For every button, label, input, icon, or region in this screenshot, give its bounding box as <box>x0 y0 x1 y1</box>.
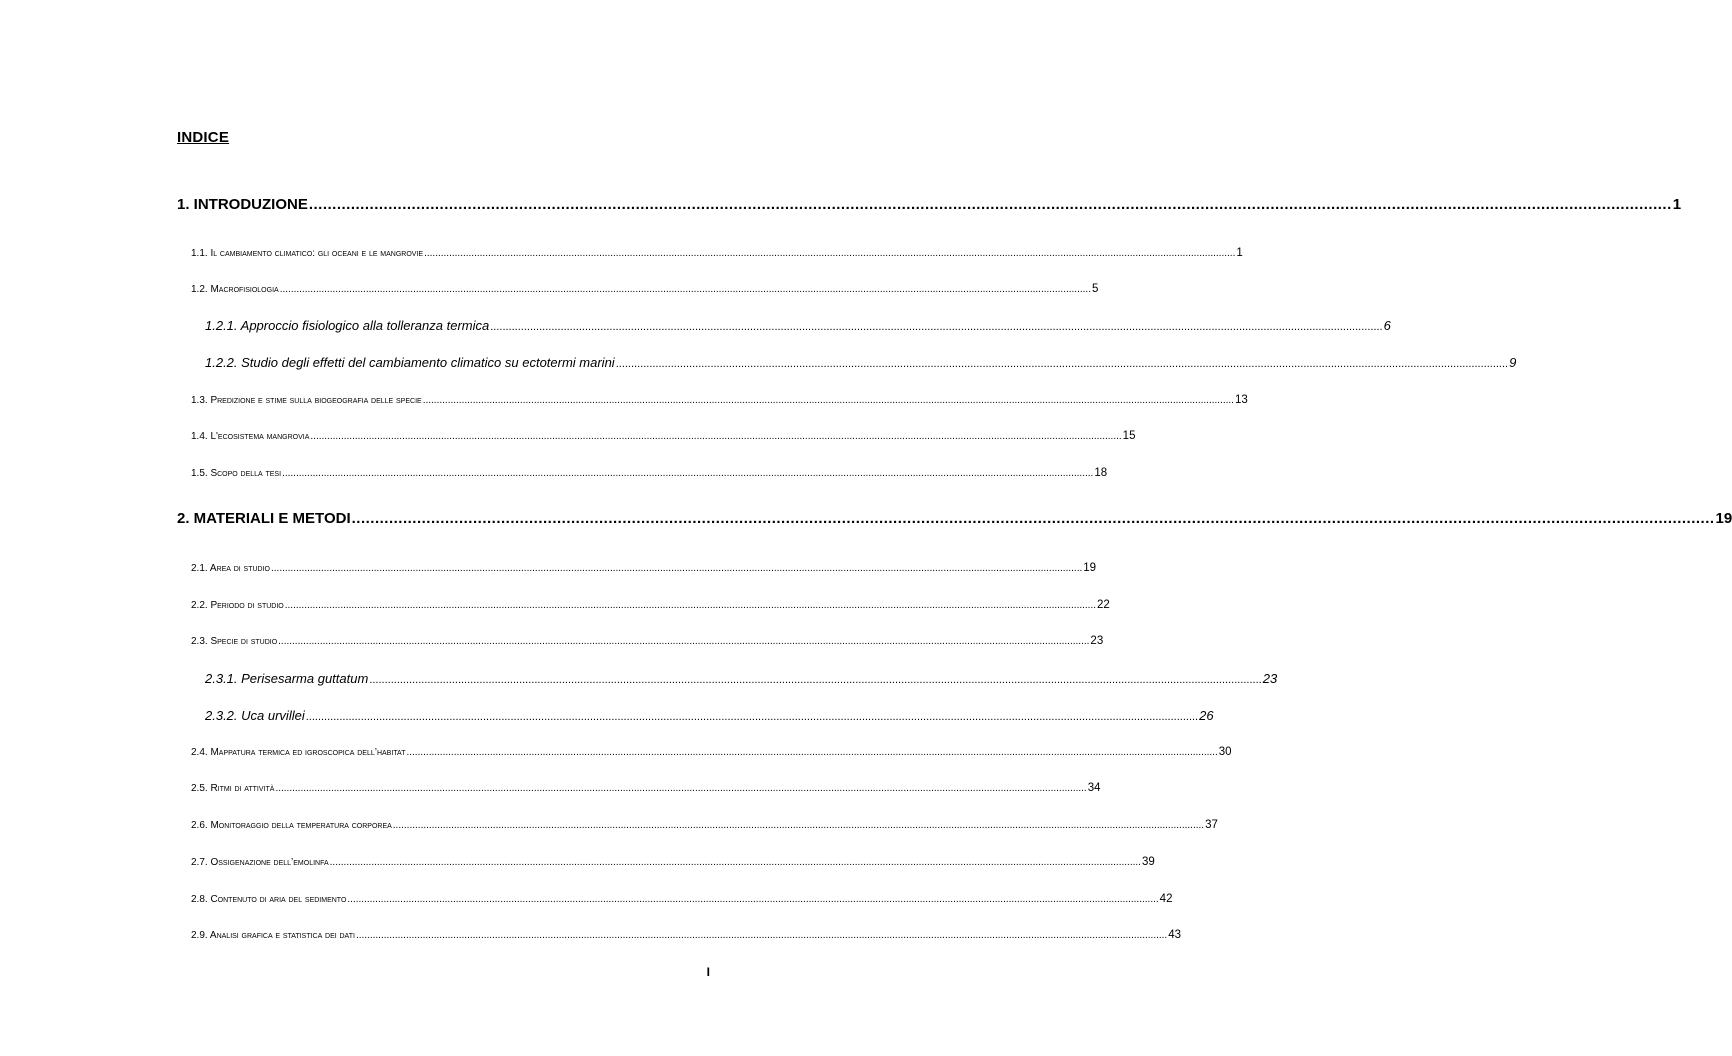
toc-entry-2-3[interactable] <box>191 635 1104 647</box>
toc-entry-1-5[interactable] <box>191 467 1108 479</box>
toc-entry-page: 13 <box>1234 394 1248 406</box>
toc-entry-1-4[interactable] <box>191 430 1136 442</box>
toc-entry-1-2[interactable] <box>191 283 1099 295</box>
toc-entry-page: 6 <box>1383 318 1391 333</box>
toc-entry-label: 2.9. Analisi grafica e statistica dei dati <box>191 930 355 941</box>
toc-entry-page: 22 <box>1097 599 1110 611</box>
toc-entry-label: 2.3.1. Perisesarma guttatum <box>205 671 369 686</box>
toc-entry-2-8[interactable] <box>191 893 1173 905</box>
toc-entry-label: 2.2. Periodo di studio <box>191 600 284 611</box>
toc-entry-label: 2. MATERIALI E METODI <box>177 510 351 527</box>
page-number: I <box>706 965 710 979</box>
toc-entry-page: 19 <box>1083 562 1097 574</box>
toc-leader-dots: .................................................................................................................................................................................................................................................................................................... <box>392 820 1205 831</box>
toc-leader-dots: .................................................................................................................................................................................................................................................................................................... <box>490 321 1383 333</box>
toc-entry-page: 37 <box>1205 819 1218 831</box>
toc-entry-label: 1.1. Il cambiamento climatico: gli oceani e le mangrovie <box>191 248 424 259</box>
toc-entry-page: 30 <box>1218 746 1232 758</box>
toc-leader-dots: .................................................................................................................................................................................................................................................................................................... <box>279 284 1091 295</box>
toc-entry-page: 43 <box>1168 929 1182 941</box>
toc-entry-label: 2.3.2. Uca urvillei <box>205 708 305 723</box>
toc-entry-2-3-2[interactable] <box>205 708 1214 723</box>
toc-entry-label: 1.2. Macrofisiologia <box>191 284 279 295</box>
toc-leader-dots: .................................................................................................................................................................................................................................................................................................... <box>351 510 1715 527</box>
toc-entry-materiali-e-metodi[interactable] <box>177 510 1732 527</box>
toc-entry-label: 2.3. Specie di studio <box>191 636 278 647</box>
toc-entry-page: 34 <box>1087 782 1101 794</box>
toc-entry-label: 2.4. Mappatura termica ed igroscopica dell’habitat <box>191 747 406 758</box>
toc-entry-label: 1. INTRODUZIONE <box>177 196 308 213</box>
toc-entry-label: 2.8. Contenuto di aria del sedimento <box>191 894 347 905</box>
toc-leader-dots: .................................................................................................................................................................................................................................................................................................... <box>275 783 1087 794</box>
toc-leader-dots: .................................................................................................................................................................................................................................................................................................... <box>355 930 1168 941</box>
toc-entry-2-5[interactable] <box>191 782 1101 794</box>
toc-leader-dots: .................................................................................................................................................................................................................................................................................................... <box>278 636 1090 647</box>
toc-entry-label: 1.3. Predizione e stime sulla biogeografia delle specie <box>191 395 422 406</box>
toc-entry-1-3[interactable] <box>191 394 1248 406</box>
page-title: INDICE <box>177 129 230 146</box>
toc-entry-introduzione[interactable] <box>177 196 1682 213</box>
toc-entry-page: 15 <box>1122 430 1136 442</box>
toc-entry-page: 23 <box>1090 635 1104 647</box>
toc-entry-2-7[interactable] <box>191 856 1155 868</box>
toc-entry-2-3-1[interactable] <box>205 671 1278 686</box>
toc-entry-page: 18 <box>1094 467 1108 479</box>
toc-entry-page: 42 <box>1159 893 1173 905</box>
toc-leader-dots: .................................................................................................................................................................................................................................................................................................... <box>270 563 1083 574</box>
toc-entry-2-9[interactable] <box>191 929 1182 941</box>
toc-entry-1-1[interactable] <box>191 247 1243 259</box>
toc-entry-1-2-1[interactable] <box>205 318 1391 333</box>
toc-entry-label: 2.5. Ritmi di attività <box>191 783 275 794</box>
toc-entry-2-2[interactable] <box>191 599 1110 611</box>
toc-leader-dots: .................................................................................................................................................................................................................................................................................................... <box>615 358 1509 370</box>
toc-leader-dots: .................................................................................................................................................................................................................................................................................................... <box>308 196 1672 213</box>
toc-entry-label: 2.7. Ossigenazione dell’emolinfa <box>191 857 329 868</box>
toc-leader-dots: .................................................................................................................................................................................................................................................................................................... <box>347 894 1159 905</box>
toc-leader-dots: .................................................................................................................................................................................................................................................................................................... <box>369 674 1262 686</box>
toc-entry-label: 1.4. L'ecosistema mangrovia <box>191 431 310 442</box>
toc-entry-page: 26 <box>1199 708 1214 723</box>
toc-leader-dots: .................................................................................................................................................................................................................................................................................................... <box>282 468 1094 479</box>
toc-leader-dots: .................................................................................................................................................................................................................................................................................................... <box>305 711 1199 723</box>
toc-entry-1-2-2[interactable] <box>205 355 1517 370</box>
toc-leader-dots: .................................................................................................................................................................................................................................................................................................... <box>424 248 1236 259</box>
toc-entry-page: 23 <box>1262 671 1278 686</box>
toc-entry-page: 39 <box>1141 856 1155 868</box>
toc-entry-label: 2.6. Monitoraggio della temperatura corporea <box>191 820 392 831</box>
toc-entry-label: 1.2.2. Studio degli effetti del cambiamento climatico su ectotermi marini <box>205 355 615 370</box>
toc-leader-dots: .................................................................................................................................................................................................................................................................................................... <box>310 431 1122 442</box>
toc-entry-label: 2.1. Area di studio <box>191 563 270 574</box>
toc-leader-dots: .................................................................................................................................................................................................................................................................................................... <box>329 857 1141 868</box>
toc-entry-page: 9 <box>1509 355 1517 370</box>
toc-leader-dots: .................................................................................................................................................................................................................................................................................................... <box>422 395 1234 406</box>
toc-leader-dots: .................................................................................................................................................................................................................................................................................................... <box>284 600 1097 611</box>
toc-entry-label: 1.5. Scopo della tesi <box>191 468 282 479</box>
toc-entry-page: 1 <box>1672 196 1682 213</box>
toc-entry-2-1[interactable] <box>191 562 1097 574</box>
toc-entry-page: 1 <box>1236 247 1243 259</box>
toc-leader-dots: .................................................................................................................................................................................................................................................................................................... <box>406 747 1218 758</box>
toc-entry-2-4[interactable] <box>191 746 1232 758</box>
toc-entry-page: 19 <box>1715 510 1732 527</box>
toc-entry-page: 5 <box>1091 283 1099 295</box>
toc-entry-2-6[interactable] <box>191 819 1218 831</box>
toc-entry-label: 1.2.1. Approccio fisiologico alla tolleranza termica <box>205 318 490 333</box>
